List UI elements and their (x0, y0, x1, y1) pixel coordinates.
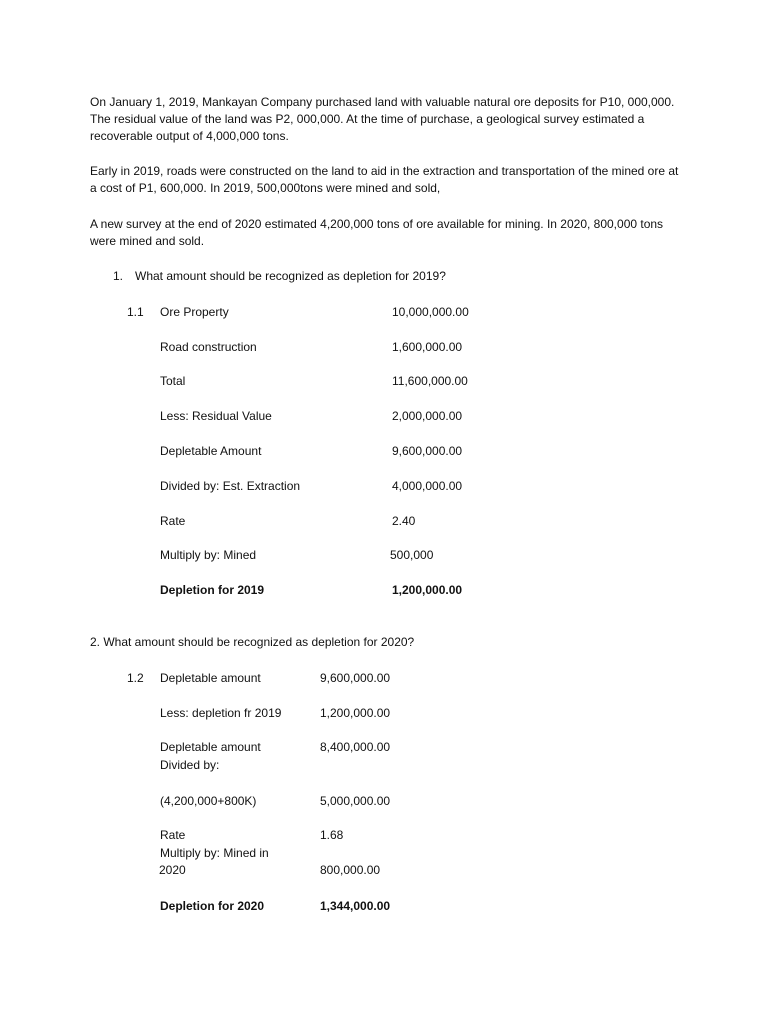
row-label: Rate (160, 514, 186, 528)
row-label: Total (160, 374, 186, 388)
question-1-text: What amount should be recognized as depletion for 2019? (135, 269, 446, 283)
row-label: Less: Residual Value (160, 409, 272, 423)
row-label: Depletion for 2020 (160, 899, 265, 913)
row-label: Divided by: (160, 758, 220, 772)
row-value: 800,000.00 (320, 863, 381, 877)
row-value: 1,200,000.00 (392, 583, 463, 597)
intro-paragraph-2: Early in 2019, roads were constructed on the land to aid in the extraction and transportation of the mined ore at a cost of P1, 600,000. In 2019, 500,000tons were mined and sold, (90, 164, 679, 195)
row-label: 2020 (159, 863, 186, 877)
row-value: 9,600,000.00 (320, 671, 391, 685)
row-value: 10,000,000.00 (392, 305, 469, 319)
row-value: 1.68 (320, 828, 344, 842)
row-value: 1,600,000.00 (392, 340, 463, 354)
row-value: 1,344,000.00 (320, 899, 391, 913)
intro-paragraph-3: A new survey at the end of 2020 estimated 4,200,000 tons of ore available for mining. In 2020, 800,000 tons were mined and sold. (90, 217, 664, 248)
row-value: 11,600,000.00 (392, 374, 468, 388)
row-value: 500,000 (390, 548, 434, 562)
row-label: (4,200,000+800K) (160, 794, 257, 808)
row-value: 2.40 (392, 514, 416, 528)
row-label: Depletable amount (160, 740, 261, 754)
row-value: 9,600,000.00 (392, 444, 463, 458)
question-2: 2. What amount should be recognized as depletion for 2020? (90, 635, 415, 649)
row-label: Depletable amount (160, 671, 261, 685)
section-number: 1.1 (127, 305, 144, 319)
row-label: Multiply by: Mined in (160, 846, 269, 860)
row-value: 2,000,000.00 (392, 409, 463, 423)
row-label: Road construction (160, 340, 257, 354)
row-value: 8,400,000.00 (320, 740, 391, 754)
row-label: Less: depletion fr 2019 (160, 706, 282, 720)
row-value: 5,000,000.00 (320, 794, 391, 808)
row-label: Rate (160, 828, 186, 842)
intro-paragraph-1: On January 1, 2019, Mankayan Company purchased land with valuable natural ore deposits for P10, 000,000. The residual value of the land was P2, 000,000. At the time of purchase, a geological survey estimated a recoverable output of 4,000,000 tons. (90, 95, 675, 143)
row-label: Multiply by: Mined (160, 548, 257, 562)
row-label: Ore Property (160, 305, 229, 319)
row-value: 4,000,000.00 (392, 479, 463, 493)
row-label: Depletable Amount (160, 444, 262, 458)
section-number: 1.2 (127, 671, 144, 685)
row-value: 1,200,000.00 (320, 706, 391, 720)
question-1 (113, 268, 446, 285)
row-label: Depletion for 2019 (160, 583, 265, 597)
row-label: Divided by: Est. Extraction (160, 479, 301, 493)
question-1-number: 1. (113, 269, 124, 283)
